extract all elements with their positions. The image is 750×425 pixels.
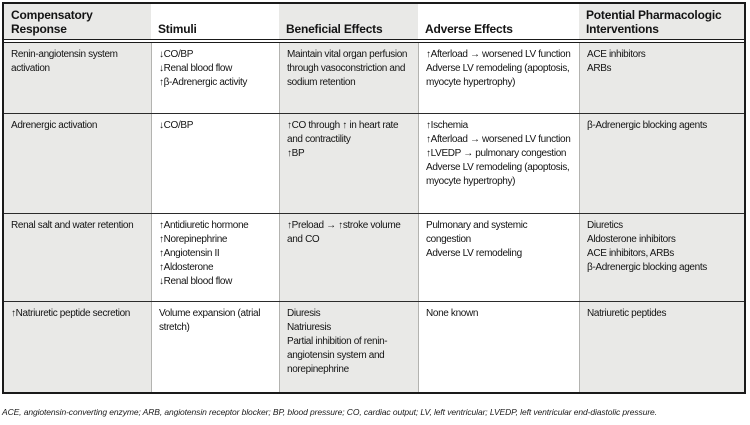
compensatory-response-table (2, 2, 746, 394)
cell-interventions (579, 214, 744, 301)
column-header-beneficial-effects: Beneficial Effects (279, 4, 418, 39)
cell-response: Renin-angiotensin system activation (4, 43, 151, 113)
table-row-renal-salt-water-retention (4, 213, 744, 301)
column-header-compensatory-response: Compensatory Response (4, 4, 151, 39)
cell-text-line: ↓Renal blood flow (159, 276, 232, 288)
cell-text-line: ↑Angiotensin II (159, 248, 220, 260)
column-header-interventions: Potential Pharmacologic Interventions (579, 4, 744, 39)
table-header-row (4, 4, 744, 43)
cell-text-line: ACE inhibitors, ARBs (587, 248, 674, 260)
cell-text-line: ↓CO/BP (159, 49, 194, 61)
cell-text-line: ARBs (587, 63, 612, 75)
column-header-stimuli: Stimuli (158, 22, 197, 37)
cell-text-line: ↑BP (287, 148, 305, 160)
abbreviations-footnote: ACE, angiotensin-converting enzyme; ARB, angiotensin receptor blocker; BP, blood pressure; CO, cardiac output; LV, left ventricular; LVEDP, left ventricular end-diastolic pressure. (2, 407, 657, 417)
cell-text-line: ↑Norepinephrine (159, 234, 228, 246)
cell-text-line: ↑CO through ↑ in heart rate and contractility (287, 120, 399, 146)
cell-text-line: ↓Renal blood flow (159, 63, 232, 75)
cell-response: ↑Natriuretic peptide secretion (4, 302, 151, 392)
cell-text-line: Aldosterone inhibitors (587, 234, 676, 246)
cell-text-line: Adverse LV remodeling (apoptosis, myocyte hypertrophy) (426, 162, 570, 188)
cell-text-line: β-Adrenergic blocking agents (587, 120, 707, 132)
cell-text-line: Pulmonary and systemic congestion (426, 220, 528, 246)
table-row-renin-angiotensin (4, 43, 744, 113)
cell-text-line: ↑Preload → ↑stroke volume and CO (287, 220, 401, 246)
cell-text-line: Diuresis (287, 308, 321, 320)
cell-adverse-effects (418, 214, 579, 301)
cell-stimuli (151, 43, 279, 113)
cell-beneficial-effects (279, 214, 418, 301)
cell-interventions (579, 302, 744, 392)
cell-adverse-effects (418, 114, 579, 213)
cell-text-line: Natriuretic peptides (587, 308, 667, 320)
table-row-adrenergic-activation (4, 113, 744, 213)
cell-text-line: Adverse LV remodeling (apoptosis, myocyte hypertrophy) (426, 63, 570, 89)
cell-text-line: ACE inhibitors (587, 49, 646, 61)
cell-stimuli (151, 114, 279, 213)
cell-text-line: ↑Afterload → worsened LV function (426, 49, 571, 61)
cell-interventions (579, 43, 744, 113)
cell-text-line: Diuretics (587, 220, 623, 232)
cell-text-line: β-Adrenergic blocking agents (587, 262, 707, 274)
cell-response: Adrenergic activation (4, 114, 151, 213)
cell-text-line: ↑Ischemia (426, 120, 468, 132)
cell-text-line: Adverse LV remodeling (426, 248, 522, 260)
cell-adverse-effects (418, 302, 579, 392)
cell-stimuli (151, 302, 279, 392)
cell-text-line: None known (426, 308, 479, 320)
cell-beneficial-effects (279, 43, 418, 113)
cell-response: Renal salt and water retention (4, 214, 151, 301)
cell-beneficial-effects (279, 114, 418, 213)
cell-text-line: ↑Antidiuretic hormone (159, 220, 249, 232)
cell-adverse-effects (418, 43, 579, 113)
cell-text-line: Partial inhibition of renin-angiotensin system and norepinephrine (287, 336, 388, 376)
cell-text-line: Natriuresis (287, 322, 331, 334)
cell-text-line: Maintain vital organ perfusion through vasoconstriction and sodium retention (287, 49, 408, 89)
cell-text-line: ↓CO/BP (159, 120, 194, 132)
cell-stimuli (151, 214, 279, 301)
cell-text-line: ↑β-Adrenergic activity (159, 77, 248, 89)
cell-text-line: ↑LVEDP → pulmonary congestion (426, 148, 567, 160)
cell-text-line: ↑Afterload → worsened LV function (426, 134, 571, 146)
column-header-adverse-effects: Adverse Effects (425, 22, 513, 37)
cell-interventions (579, 114, 744, 213)
table-row-natriuretic-peptide-secretion (4, 301, 744, 392)
cell-beneficial-effects (279, 302, 418, 392)
cell-text-line: ↑Aldosterone (159, 262, 214, 274)
cell-text-line: Volume expansion (atrial stretch) (159, 308, 261, 334)
